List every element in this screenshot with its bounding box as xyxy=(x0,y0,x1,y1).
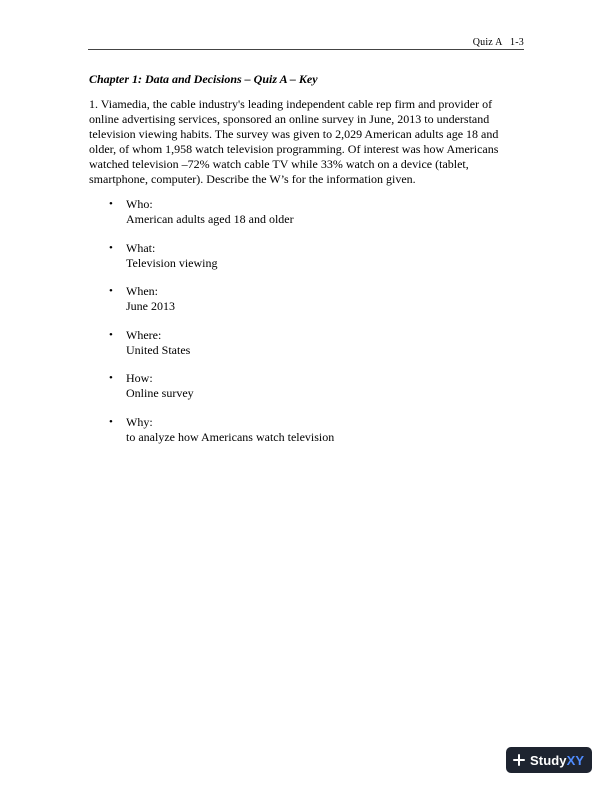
w-list xyxy=(109,197,489,458)
bullet-icon: • xyxy=(109,328,113,341)
question-text: 1. Viamedia, the cable industry's leading independent cable rep firm and provider of online advertising services, sponsored an online survey in June, 2013 to understand television viewing habits. The survey was given to 2,029 American adults age 18 and older, of whom 1,958 watch television programming. Of interest was how Americans watched television –72% watch cable TV while 33% watch on a device (tablet, smartphone, computer). Describe the W’s for the information given. xyxy=(89,97,499,186)
w-answer: June 2013 xyxy=(126,299,175,313)
watermark-logo-text xyxy=(530,753,584,768)
w-term: Who: xyxy=(126,197,153,211)
page-header-label: Quiz A 1-3 xyxy=(472,37,524,48)
w-term: How: xyxy=(126,371,153,385)
bullet-icon: • xyxy=(109,285,113,297)
list-item-how xyxy=(109,371,489,401)
plus-icon xyxy=(513,754,525,766)
bullet-icon: • xyxy=(109,415,113,428)
studyxy-watermark[interactable] xyxy=(506,747,592,773)
watermark-brand-part2: XY xyxy=(566,752,585,768)
list-item-who xyxy=(109,197,489,227)
w-answer: United States xyxy=(126,342,191,357)
w-answer: Online survey xyxy=(126,386,194,400)
list-item-what xyxy=(109,241,489,271)
bullet-icon: • xyxy=(109,241,113,254)
list-item-when xyxy=(109,284,489,314)
w-term: When: xyxy=(126,284,158,298)
list-item-why xyxy=(109,415,489,445)
w-answer: American adults aged 18 and older xyxy=(126,212,294,226)
watermark-brand-part1: Study xyxy=(530,752,567,768)
w-answer: Television viewing xyxy=(126,255,218,270)
w-answer: to analyze how Americans watch television xyxy=(126,429,335,444)
w-term: Why: xyxy=(126,414,153,429)
bullet-icon: • xyxy=(109,372,113,384)
w-term: Where: xyxy=(126,327,162,342)
bullet-icon: • xyxy=(109,198,113,210)
list-item-where xyxy=(109,328,489,358)
page-title: Chapter 1: Data and Decisions – Quiz A – Key xyxy=(89,72,318,86)
header-divider xyxy=(88,49,524,50)
w-term: What: xyxy=(126,240,156,255)
